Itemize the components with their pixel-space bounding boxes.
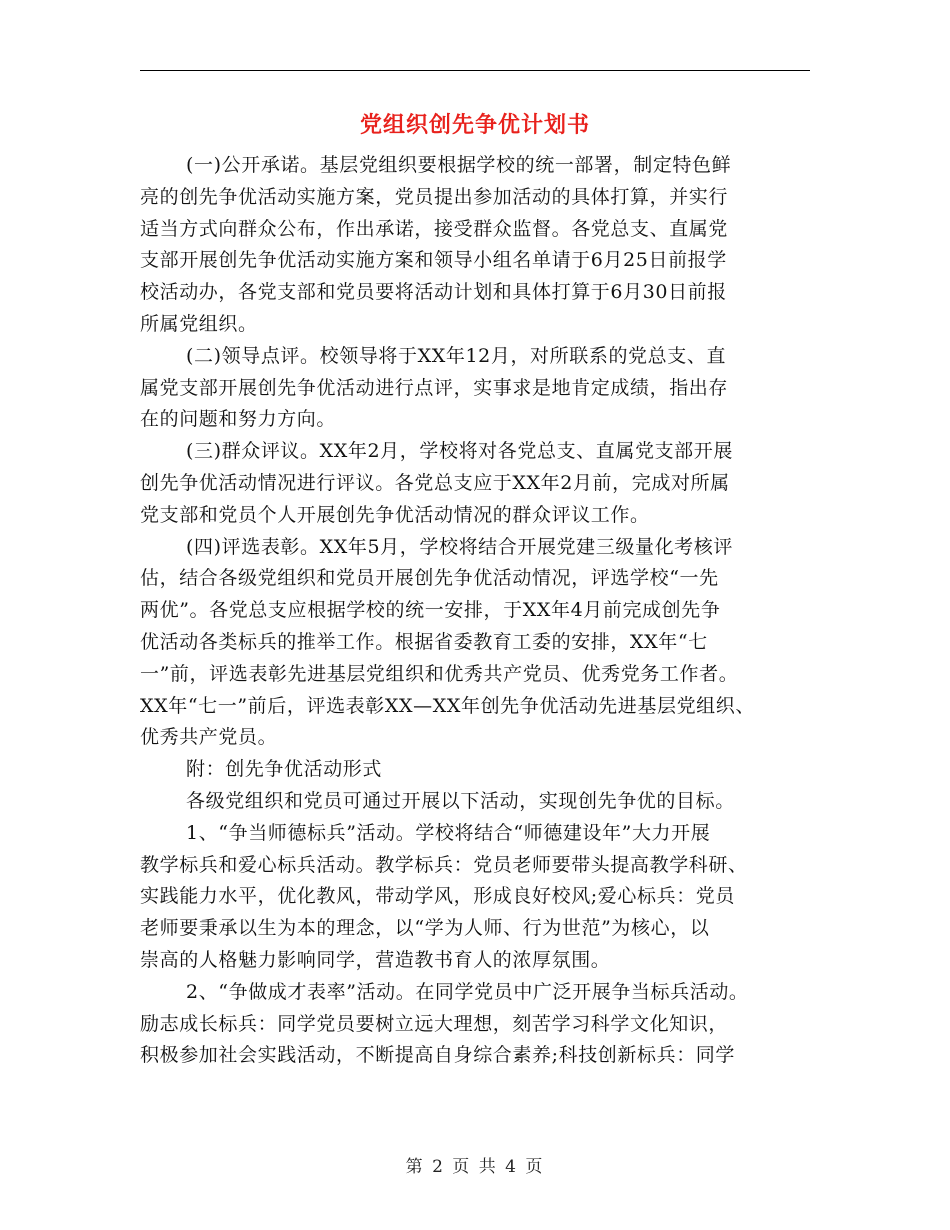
text-line: 估，结合各级党组织和党员开展创先争优活动情况，评选学校“一先 [140,567,719,590]
text-line: 2、“争做成才表率”活动。在同学党员中广泛开展争当标兵活动。 [186,980,749,1003]
text-line: 两优”。各党总支应根据学校的统一安排，于XX年4月前完成创先争 [140,599,721,622]
text-line: 一”前，评选表彰先进基层党组织和优秀共产党员、优秀党务工作者。 [140,662,739,685]
text-line: 教学标兵和爱心标兵活动。教学标兵：党员老师要带头提高教学科研、 [140,853,748,876]
text-line: 附：创先争优活动形式 [186,758,383,781]
text-line: 亮的创先争优活动实施方案，党员提出参加活动的具体打算，并实行 [140,185,729,208]
text-line: 各级党组织和党员可通过开展以下活动，实现创先争优的目标。 [186,789,735,812]
text-line: 优活动各类标兵的推举工作。根据省委教育工委的安排，XX年“七 [140,630,708,653]
text-line: 校活动办，各党支部和党员要将活动计划和具体打算于6月30日前报 [140,281,727,304]
text-line: 创先争优活动情况进行评议。各党总支应于XX年2月前，完成对所属 [140,471,730,494]
page-footer: 第 2 页 共 4 页 [405,1157,545,1177]
text-line: (一)公开承诺。基层党组织要根据学校的统一部署，制定特色鲜 [186,154,732,176]
text-line: 在的问题和努力方向。 [140,408,337,431]
text-line: 属党支部开展创先争优活动进行点评，实事求是地肯定成绩，指出存 [140,376,729,399]
text-line: (四)评选表彰。XX年5月，学校将结合开展党建三级量化考核评 [186,535,733,558]
text-line: 适当方式向群众公布，作出承诺，接受群众监督。各党总支、直属党 [140,217,729,240]
text-line: 积极参加社会实践活动，不断提高自身综合素养;科技创新标兵：同学 [140,1044,736,1067]
text-line: (三)群众评议。XX年2月，学校将对各党总支、直属党支部开展 [186,440,733,463]
text-line: 党支部和党员个人开展创先争优活动情况的群众评议工作。 [140,503,650,526]
document-title: 党组织创先争优计划书 [359,112,590,138]
text-line: 实践能力水平，优化教风，带动学风，形成良好校风;爱心标兵：党员 [140,885,736,908]
document-body [140,150,830,1072]
text-line: 崇高的人格魅力影响同学，营造教书育人的浓厚氛围。 [140,948,611,971]
text-line: 所属党组织。 [140,312,258,335]
text-line: XX年“七一”前后，评选表彰XX—XX年创先争优活动先进基层党组织、 [140,694,755,717]
text-line: (二)领导点评。校领导将于XX年12月，对所联系的党总支、直 [186,344,727,367]
text-line: 励志成长标兵：同学党员要树立远大理想，刻苦学习科学文化知识， [140,1012,729,1035]
text-line: 支部开展创先争优活动实施方案和领导小组名单请于6月25日前报学 [140,249,727,272]
text-line: 老师要秉承以生为本的理念，以“学为人师、行为世范”为核心，以 [140,917,710,940]
text-line: 1、“争当师德标兵”活动。学校将结合“师德建设年”大力开展 [186,821,711,844]
text-line: 优秀共产党员。 [140,726,278,749]
header-rule [140,70,810,71]
